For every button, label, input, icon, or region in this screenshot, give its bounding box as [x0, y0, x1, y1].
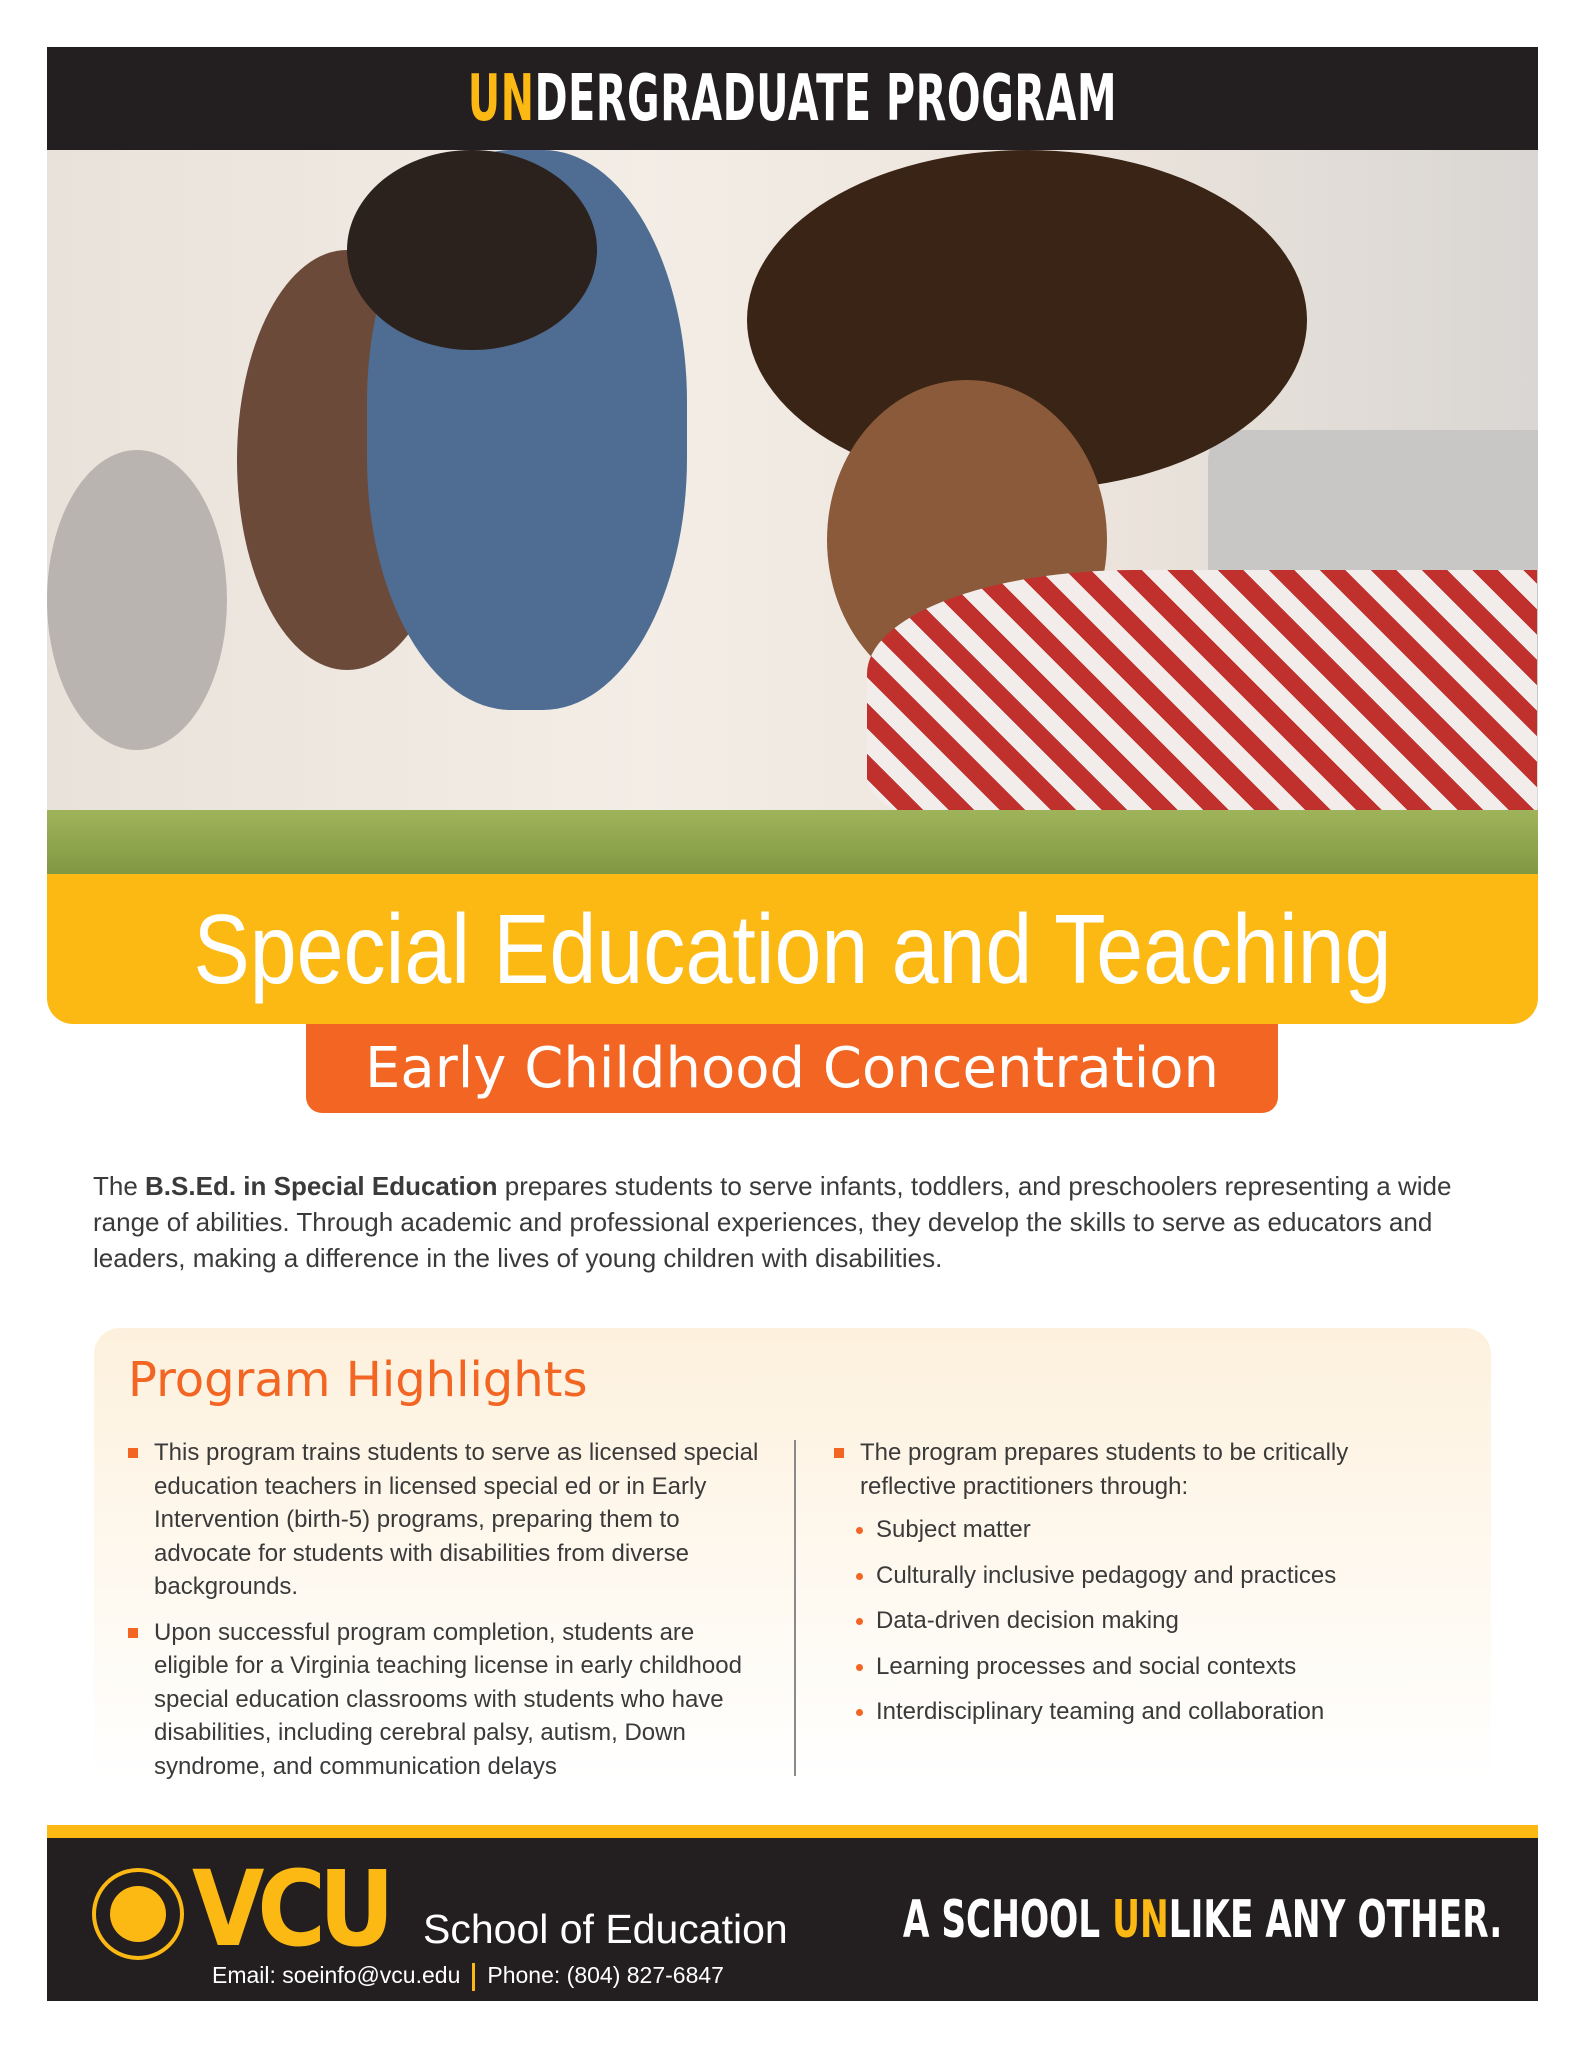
footer-stripe	[47, 1825, 1538, 1838]
separator	[472, 1963, 475, 1991]
sub-list-item: Learning processes and social contexts	[856, 1650, 1434, 1684]
tagline: A SCHOOL UNLIKE ANY OTHER.	[902, 1890, 1502, 1950]
program-highlights-box	[94, 1328, 1491, 1805]
intro-paragraph: The B.S.Ed. in Special Education prepares students to serve infants, toddlers, and preschoolers representing a wide range of abilities. Through academic and professional experiences, they develop the skills to serve as educators and leaders, making a difference in the lives of young children with disabilities.	[93, 1171, 1452, 1273]
dot-bullet-icon	[856, 1618, 863, 1625]
school-name: School of Education	[423, 1906, 788, 1952]
program-title: Special Education and Teaching	[193, 893, 1392, 1004]
sub-list-item: Culturally inclusive pedagogy and practices	[856, 1559, 1434, 1593]
email[interactable]: Email: soeinfo@vcu.edu	[212, 1962, 461, 1988]
program-type-title: UNDERGRADUATE PROGRAM	[467, 61, 1118, 136]
sub-list-item: Subject matter	[856, 1513, 1434, 1547]
list-item: The program prepares students to be critically reflective practitioners through:	[834, 1436, 1434, 1503]
list-item: This program trains students to serve as licensed special education teachers in licensed special ed or in Early Intervention (birth-5) programs, preparing them to advocate for students with disabilities from diverse backgrounds.	[128, 1436, 768, 1604]
sub-list-item: Data-driven decision making	[856, 1604, 1434, 1638]
footer	[47, 1838, 1538, 2001]
highlights-heading: Program Highlights	[128, 1352, 588, 1408]
contact-info	[212, 1962, 724, 1991]
square-bullet-icon	[834, 1448, 844, 1458]
square-bullet-icon	[128, 1448, 138, 1458]
highlights-left-column	[128, 1436, 768, 1795]
phone[interactable]: Phone: (804) 827-6847	[487, 1962, 724, 1988]
dot-bullet-icon	[856, 1664, 863, 1671]
university-seal-icon	[92, 1868, 184, 1960]
sub-list-item: Interdisciplinary teaming and collaboration	[856, 1695, 1434, 1729]
subtitle-banner	[306, 1024, 1278, 1113]
list-item: Upon successful program completion, students are eligible for a Virginia teaching license in early childhood special education classrooms with students who have disabilities, including cerebral palsy, autism, Down syndrome, and communication delays	[128, 1616, 768, 1784]
hero-photo-children-drawing	[47, 150, 1538, 880]
dot-bullet-icon	[856, 1527, 863, 1534]
square-bullet-icon	[128, 1628, 138, 1638]
dot-bullet-icon	[856, 1709, 863, 1716]
column-divider	[794, 1440, 796, 1776]
header-bar	[47, 47, 1538, 150]
concentration-title: Early Childhood Concentration	[365, 1036, 1219, 1101]
dot-bullet-icon	[856, 1573, 863, 1580]
highlights-right-column	[834, 1436, 1434, 1741]
title-banner	[47, 874, 1538, 1024]
vcu-logo: VCU	[192, 1848, 388, 1970]
